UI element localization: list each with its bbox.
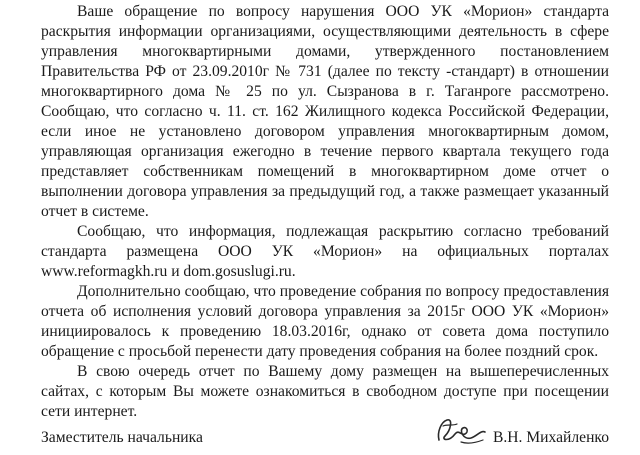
handwritten-signature (433, 412, 491, 450)
signoff-name: В.Н. Михайленко (492, 429, 609, 446)
letter-body (41, 2, 609, 422)
paragraph-complaint-review: Ваше обращение по вопросу нарушения ООО УК «Морион» стандарта раскрытия информации организациями, осуществляющими деятельность в сфере управления многоквартирными домами, утвержденного постановлением Правительства РФ от 23.09.2010г № 731 (далее по тексту -стандарт) в отношении многоквартирного дома № 25 по ул. Сызранова в г. Таганроге рассмотрено. Сообщаю, что согласно ч. 11. ст. 162 Жилищного кодекса Российской Федерации, если иное не установлено договором управления многоквартирным домом, управляющая организация ежегодно в течение первого квартала текущего года представляет собственникам помещений в многоквартирном доме отчет о выполнении договора управления за предыдущий год, а также размещает указанный отчет в системе. (41, 3, 609, 220)
signoff-title: Заместитель начальника (41, 429, 203, 446)
paragraph-report-published: В свою очередь отчет по Вашему дому размещен на вышеперечисленных сайтах, с которым Вы можете ознакомиться в свободном доступе при посещении сети интернет. (41, 363, 609, 420)
paragraph-meeting-postponed: Дополнительно сообщаю, что проведение собрания по вопросу предоставления отчета об исполнения условий договора управления за 2015г ООО УК «Морион» инициировалось к проведению 18.03.2016г, однако от совета дома поступило обращение с просьбой перенести дату проведения собрания на более поздний срок. (41, 283, 609, 360)
paragraph-disclosure-portals: Сообщаю, что информация, подлежащая раскрытию согласно требований стандарта размещена ООО УК «Морион» на официальных порталах www.reformagkh.ru и dom.gosuslugi.ru. (41, 223, 609, 280)
signoff-block (41, 428, 609, 450)
